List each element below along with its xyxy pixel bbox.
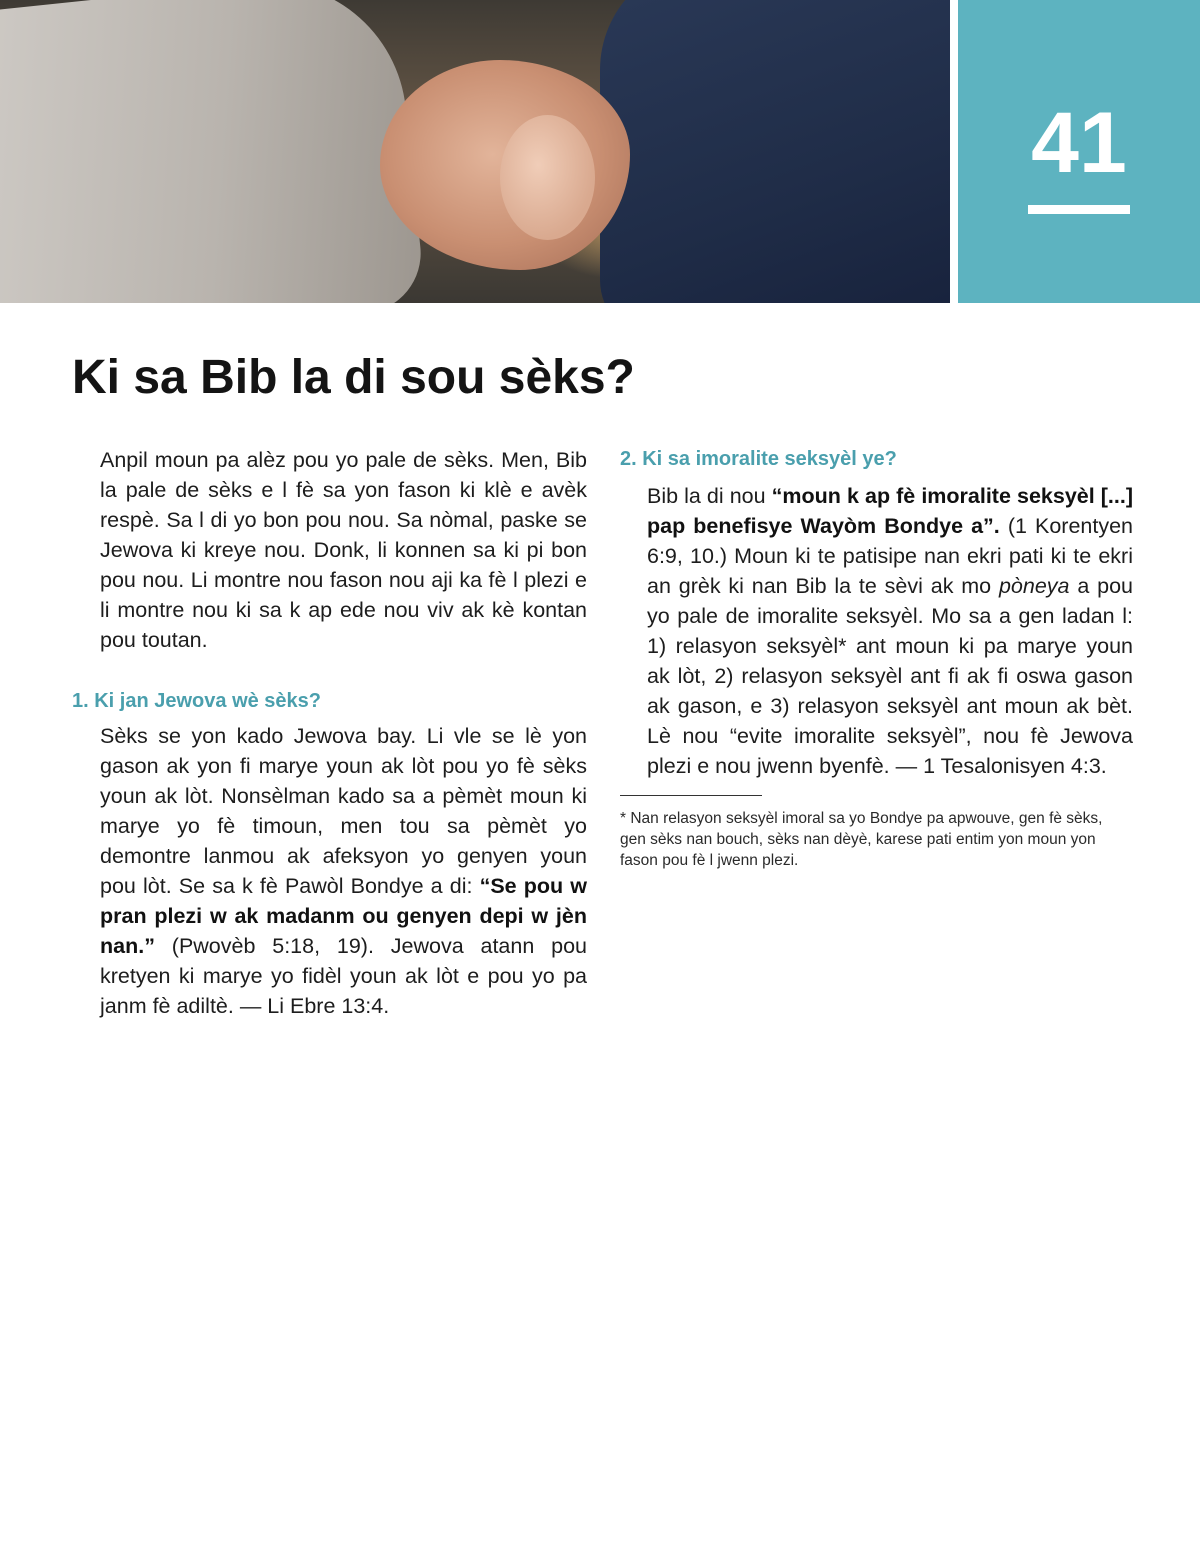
section-2-heading: 2. Ki sa imoralite seksyèl ye?: [620, 448, 897, 470]
section-2-text-c: a pou yo pale de imoralite seksyèl. Mo sa a gen ladan l: 1) relasyon seksyèl* ant moun ki pa marye youn ak lòt, 2) relasyon seksyèl ant fi ak fi oswa gason ak gason, e 3) relasyon seksyèl ant moun ak bèt. Lè nou “evite imoralite seksyèl”, nou fè Jewova plezi e nou jwenn byenfè. — 1 Tesalonisyen 4:3.: [647, 574, 1133, 778]
section-2-text-a: Bib la di nou: [647, 484, 772, 508]
left-column: [72, 445, 587, 1021]
section-1-paragraph: [72, 721, 587, 1021]
section-2-paragraph: [620, 481, 1133, 781]
right-column: [620, 445, 1133, 871]
lesson-number-underline: [1028, 205, 1130, 214]
page-title: Ki sa Bib la di sou sèks?: [72, 351, 635, 404]
hero-hand-highlight: [500, 115, 595, 240]
section-1-bold-quote: “Se pou w pran plezi w ak madanm ou genyen depi w jèn nan.”: [100, 874, 587, 958]
section-2-bold-quote: “moun k ap fè imoralite seksyèl [...] pap benefisye Wayòm Bondye a”.: [647, 484, 1134, 538]
section-1-heading: 1. Ki jan Jewova wè sèks?: [72, 690, 322, 712]
intro-paragraph: Anpil moun pa alèz pou yo pale de sèks. Men, Bib la pale de sèks e l fè sa yon fason ki klè e avèk respè. Sa l di yo bon pou nou. Sa nòmal, paske se Jewova ki kreye nou. Donk, li konnen sa ki pi bon pou nou. Li montre nou fason nou aji ka fè l plezi e li montre nou ki sa k ap ede nou viv ak kè kontan pou toutan.: [100, 448, 587, 652]
lesson-number-badge: [958, 0, 1200, 303]
section-2-italic-word: pòneya: [998, 574, 1070, 598]
footnote-divider: [620, 795, 762, 796]
section-2-text-b: (1 Korentyen 6:9, 10.) Moun ki te patisipe nan ekri pati ki te ekri an grèk ki nan Bib la te sèvi ak mo: [647, 514, 1134, 598]
hero-left-sleeve: [0, 0, 427, 303]
footnote: * Nan relasyon seksyèl imoral sa yo Bondye pa apwouve, gen fè sèks, gen sèks nan bouch, sèks nan dèyè, karese pati entim yon moun yon fason pou fè l jwenn plezi.: [620, 810, 1103, 869]
lesson-number: 41: [1031, 95, 1127, 191]
section-1-text-b: (Pwovèb 5:18, 19). Jewova atann pou kretyen ki marye yo fidèl youn ak lòt e pou yo pa janm fè adiltè. — Li Ebre 13:4.: [100, 934, 587, 1018]
section-1-text-a: Sèks se yon kado Jewova bay. Li vle se lè yon gason ak yon fi marye youn ak lòt pou yo fè sèks youn ak lòt. Nonsèlman kado sa a pèmèt moun ki marye yo fè timoun, men tou sa pèmèt yo demontre lanmou ak afeksyon yo genyen youn pou lòt. Se sa k fè Pawòl Bondye a di:: [100, 724, 587, 898]
hero-right-sleeve: [600, 0, 950, 303]
hero-photo-holding-hands: [0, 0, 950, 303]
